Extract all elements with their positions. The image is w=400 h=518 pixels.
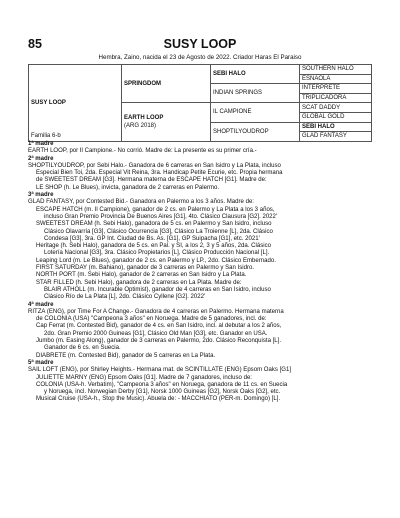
record-line: COLONIA (USA-h. Verbatim), "Campeona 3 años" en Noruega, ganadora de 11 cs. en Suecia <box>36 381 288 388</box>
dam-sire: IL CAMPIONE <box>211 103 300 122</box>
record-line: Especial Bien Toi, 2da. Especial Vit Reina, 3ra. Handicap Petite Ecurie, etc. Propia hermana <box>36 170 283 177</box>
sire-dam: INDIAN SPRINGS <box>211 84 300 103</box>
horse-name: SUSY LOOP <box>163 37 237 51</box>
record-line: y Noruega, incl. Norwegian Derby [G1], Norsk 1000 Guineas [G2], Norsk Oaks [G2], etc. <box>44 389 281 396</box>
pedigree-table <box>28 64 372 142</box>
record-line: Condesa [G3], 3ra. GP Int. Ciudad de Bs. As. [G1], GP Suipacha [G1], etc. 2021' <box>44 235 260 242</box>
gen3-1: SOUTHERN HALO <box>300 65 372 75</box>
gen3-8: GLAD FANTASY <box>300 132 372 142</box>
record-line: ESCAPE HATCH (m. Il Campione), ganador de 2 cs. en Palermo y La Plata a los 3 años, <box>36 206 275 213</box>
record-line: Musical Cruise (USA-h., Stop the Music). Abuela de: - MACCHIATO (PER-m. Domingo) [L]. <box>36 396 281 403</box>
dam: EARTH LOOP <box>124 115 164 122</box>
dam-heading: 3ª madre <box>28 192 54 199</box>
record-line: STAR FILLED (h. Sebi Halo), ganadora de 2 carreras en La Plata. Madre de: <box>36 279 242 286</box>
gen3-4: TRIPLICADORA <box>300 93 372 103</box>
record-line: de COLONIA (USA) "Campeona 3 años" en Noruega. Madre de 5 ganadores, incl. de: <box>36 316 267 323</box>
pedigree-subject: SUSY LOOP <box>31 99 66 106</box>
record-line: EARTH LOOP, por Il Campione.- No corrió. Madre de: La presente es su primer cría.- <box>28 148 257 155</box>
record-line: Lotería Nacional [G3], 3ra. Clásico Propietarios [L], Clásico Producción Nacional [L]. <box>44 250 270 257</box>
family-label: Familia 6-b <box>31 132 61 139</box>
record-line: incluso Gran Premio Provincia De Buenos Aires [G1], 4to. Clásico Clausura [G2]. 2022' <box>44 213 278 220</box>
gen3-5: SCAT DADDY <box>300 103 372 113</box>
dam-dam: SHOPTILYOUDROP <box>211 122 300 141</box>
record-line: Heritage (h. Sebi Halo), ganadora de 5 cs. en Pal. y SI, a los 2, 3 y 5 años, 2da. Clásico <box>36 243 271 250</box>
record-line: NORTH PORT (m. Sebi Halo), ganador de 2 carreras en San Isidro y La Plata. <box>36 272 247 279</box>
produce-record <box>28 141 378 404</box>
gen3-3: INTERPRETE <box>300 84 372 94</box>
dam-cell <box>122 103 211 141</box>
dam-heading: 4ª madre <box>28 301 54 308</box>
record-line: JULIETTE MARNY (ENG) Epsom Oaks [G1]. Madre de 7 ganadores, incluso de: <box>36 374 252 381</box>
dam-heading: 2ª madre <box>28 155 54 162</box>
dam-note: (ARG 2018) <box>124 123 157 130</box>
record-line: SAIL LOFT (ENG), por Shirley Heights.- Hermana mat. de SCINTILLATE (ENG) Epsom Oaks [G1] <box>28 367 292 374</box>
record-line: Cap Ferrat (m. Contested Bid), ganador de 4 cs. en San Isidro, incl. al debutar a los 2 años, <box>36 323 282 330</box>
sire: SPRINGDOM <box>122 65 211 103</box>
record-line: DIABRETE (m. Contested Bid), ganador de 5 carreras en La Plata. <box>36 352 216 359</box>
record-line: BLAIR ATHOLL (m. Incurable Optimist), ganador de 4 carreras en San Isidro, incluso <box>44 286 271 293</box>
record-line: de SWEETEST DREAM [G3]. Hermana materna de ESCAPE HATCH [G1]. Madre de: <box>36 177 267 184</box>
record-line: Jumbo (m. Easing Along), ganador de 3 carreras en Palermo, 2do. Clásico Reconquista [L]. <box>36 338 282 345</box>
horse-description: Hembra, Zaino, nacida el 23 de Agosto de 2022. Criador Haras El Paraiso <box>98 54 302 61</box>
record-line: GLAD FANTASY, por Contested Bid.- Ganadora en Palermo a los 3 años. Madre de: <box>28 199 254 206</box>
gen3-7: SEBI HALO <box>300 122 372 132</box>
pedigree-subject-cell <box>29 65 122 142</box>
record-line: SWEETEST DREAM (h. Sebi Halo), ganadora de 5 cs. en Palermo y San Isidro, incluso <box>36 221 272 228</box>
record-line: RITZA (ENG), por Time For A Change.- Ganadora de 4 carreras en Palermo. Hermana materna <box>28 308 284 315</box>
record-line: Clásico Río de La Plata [L], 2do. Clásico Cyllene [G2]. 2022' <box>44 294 206 301</box>
lot-number: 85 <box>28 37 42 51</box>
record-line: Leaping Lord (m. Le Blues), ganador de 2 cs. en Palermo y LP., 2do. Clásico Embernado. <box>36 257 276 264</box>
record-line: Ganador de 6 cs. en Suecia. <box>44 345 121 352</box>
sire-sire: SEBI HALO <box>211 65 300 84</box>
record-line: FIRST SATURDAY (m. Bahiano), ganador de 3 carreras en Palermo y San Isidro. <box>36 265 255 272</box>
record-line: LE SHOP (h. Le Blues), invicta, ganadora de 2 carreras en Palermo. <box>36 184 220 191</box>
dam-heading: 1ª madre <box>28 141 54 147</box>
dam-heading: 5ª madre <box>28 359 54 366</box>
record-line: Clásico Olavarría [G3], Clásico Ocurrencia [G3], Clásico La Troienne [L], 2da. Clásico <box>44 228 273 235</box>
record-line: SHOPTILYOUDROP, por Sebi Halo.- Ganadora de 6 carreras en San Isidro y La Plata, incluso <box>28 162 281 169</box>
gen3-6: GLOBAL GOLD <box>300 112 372 122</box>
gen3-2: ESNAOLA <box>300 74 372 84</box>
record-line: 2do. Gran Premio 2000 Guineas [G1], Clásico Old Man [G3], etc. Ganador en USA. <box>44 330 268 337</box>
